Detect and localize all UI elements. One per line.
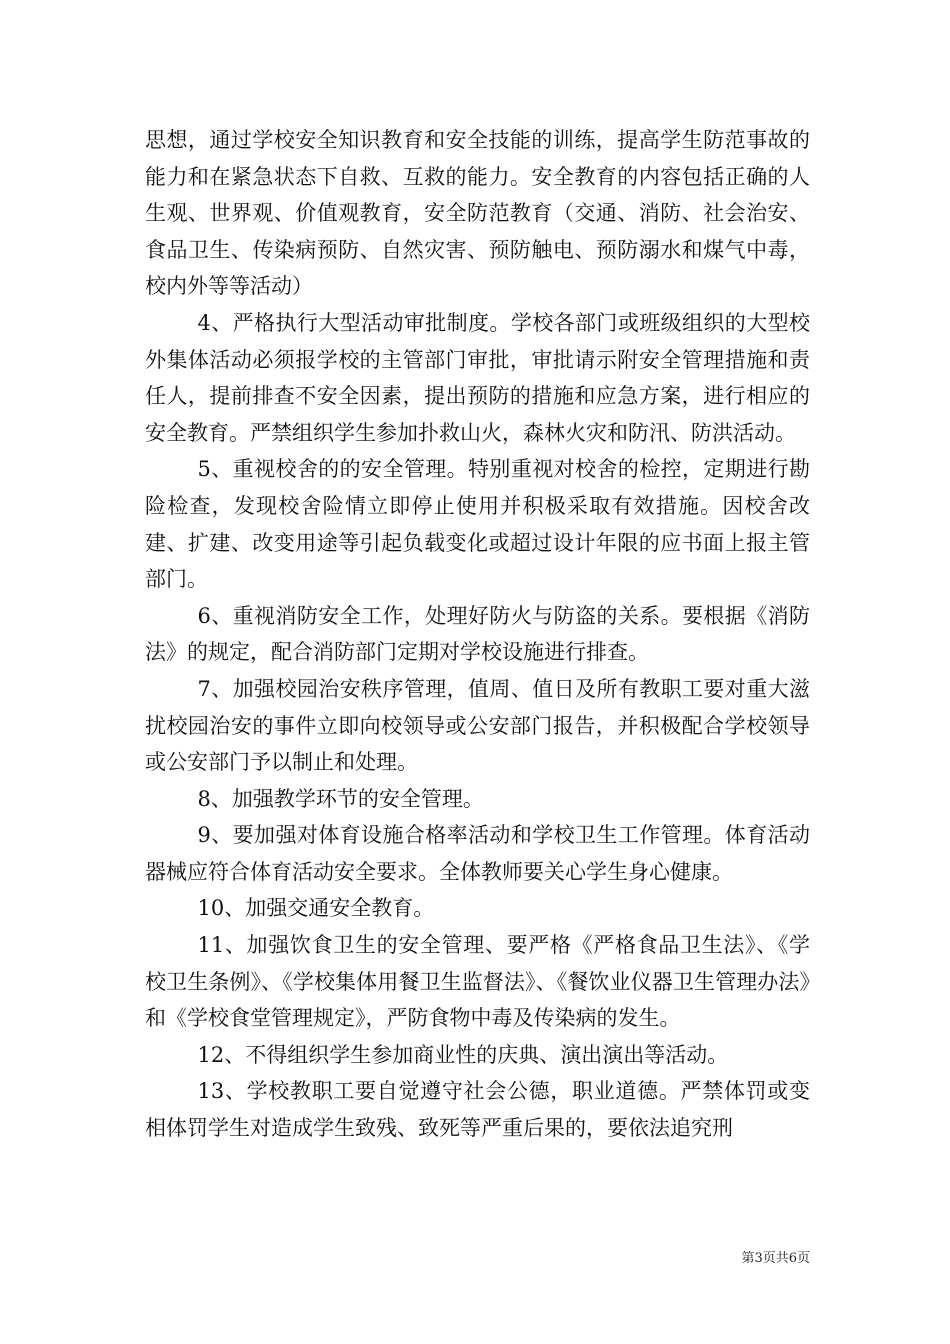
paragraph: 12、不得组织学生参加商业性的庆典、演出演出等活动。 bbox=[197, 1042, 729, 1067]
paragraph: 10、加强交通安全教育。 bbox=[197, 896, 435, 921]
paragraph: 7、加强校园治安秩序管理，值周、值日及所有教职工要对重大滋扰校园治安的事件立即向校领导或公安部门报告，并积极配合学校领导或公安部门予以制止和处理。 bbox=[145, 676, 810, 775]
page-number: 第3页共6页 bbox=[741, 1251, 810, 1266]
document-body bbox=[145, 122, 810, 1147]
paragraph: 13、学校教职工要自觉遵守社会公德，职业道德。严禁体罚或变相体罚学生对造成学生致残、致死等严重后果的，要依法追究刑 bbox=[145, 1079, 810, 1141]
paragraph: 9、要加强对体育设施合格率活动和学校卫生工作管理。体育活动器械应符合体育活动安全要求。全体教师要关心学生身心健康。 bbox=[145, 823, 810, 884]
paragraph: 6、重视消防安全工作，处理好防火与防盗的关系。要根据《消防法》的规定，配合消防部门定期对学校设施进行排查。 bbox=[145, 603, 810, 665]
paragraph: 8、加强教学环节的安全管理。 bbox=[197, 786, 484, 811]
paragraph: 思想，通过学校安全知识教育和安全技能的训练，提高学生防范事故的能力和在紧急状态下自救、互救的能力。安全教育的内容包括正确的人生观、世界观、价值观教育，安全防范教育（交通、消防、社会治安、食品卫生、传染病预防、自然灾害、预防触电、预防溺水和煤气中毒，校内外等等活动） bbox=[145, 128, 810, 299]
paragraph: 11、加强饮食卫生的安全管理、要严格《严格食品卫生法》、《学校卫生条例》、《学校集体用餐卫生监督法》、《餐饮业仪器卫生管理办法》和《学校食堂管理规定》，严防食物中毒及传染病的发生。 bbox=[145, 933, 810, 1031]
paragraph: 4、严格执行大型活动审批制度。学校各部门或班级组织的大型校外集体活动必须报学校的主管部门审批，审批请示附安全管理措施和责任人，提前排查不安全因素，提出预防的措施和应急方案，进行相应的安全教育。严禁组织学生参加扑救山火，森林火灾和防汛、防洪活动。 bbox=[145, 310, 810, 445]
paragraph: 5、重视校舍的的安全管理。特别重视对校舍的检控，定期进行勘险检查，发现校舍险情立即停止使用并积极采取有效措施。因校舍改建、扩建、改变用途等引起负载变化或超过设计年限的应书面上报主管部门。 bbox=[145, 457, 810, 592]
